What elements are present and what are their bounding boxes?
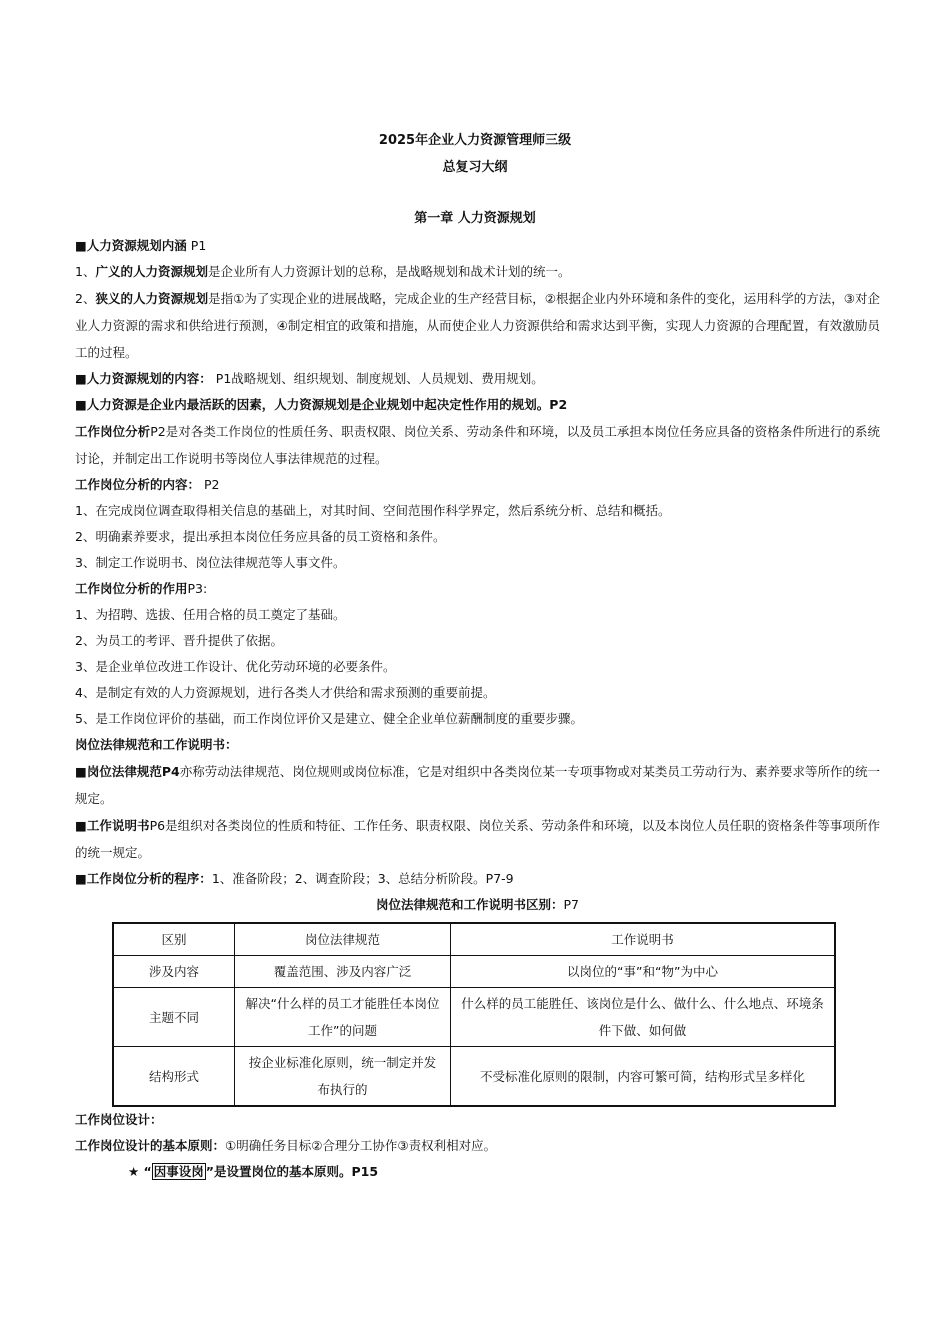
list-item: 1、为招聘、选拔、任用合格的员工奠定了基础。: [75, 607, 346, 622]
section-heading: [75, 233, 880, 259]
paragraph: [75, 259, 880, 285]
caption-text: 岗位法律规范和工作说明书区别：: [375, 897, 564, 912]
item-number: 1、: [75, 264, 96, 279]
star-icon: ★ “: [128, 1164, 152, 1179]
list-item: 3、制定工作说明书、岗位法律规范等人事文件。: [75, 555, 346, 570]
section-heading: [75, 472, 880, 498]
list-item: 2、明确素养要求，提出承担本岗位任务应具备的员工资格和条件。: [75, 529, 446, 544]
list-item: 5、是工作岗位评价的基础，而工作岗位评价又是建立、健全企业单位薪酬制度的重要步骤。: [75, 711, 583, 726]
page-ref: P3:: [187, 581, 208, 596]
term: ■人力资源规划的内容：: [75, 371, 212, 386]
key-principle: [75, 1159, 880, 1185]
principle-text: ”是设置岗位的基本原则。P15: [205, 1164, 379, 1179]
table-cell: 涉及内容: [113, 956, 235, 988]
definition: 是指①为了实现企业的进展战略，完成企业的生产经营目标，②根据企业内外环境和条件的变化，运用科学的方法，③对企业人力资源的需求和供给进行预测，④制定相宜的政策和措施，从而使企业人力资源供给和需求达到平衡，实现人力资源的合理配置，有效激励员工的过程。: [75, 291, 880, 360]
table-cell: 主题不同: [113, 988, 235, 1047]
heading-text: 工作岗位分析的作用: [75, 581, 188, 596]
list-item: 2、为员工的考评、晋升提供了依据。: [75, 633, 283, 648]
list-item: 4、是制定有效的人力资源规划，进行各类人才供给和需求预测的重要前提。: [75, 685, 496, 700]
table-cell: 以岗位的“事”和“物”为中心: [451, 956, 836, 988]
term: 狭义的人力资源规划: [95, 291, 209, 306]
heading-text: 工作岗位分析的内容：: [75, 477, 201, 492]
table-cell: 覆盖范围、涉及内容广泛: [235, 956, 451, 988]
comparison-table: [112, 922, 836, 1107]
table-header-cell: 工作说明书: [451, 923, 836, 956]
term: 工作岗位分析: [75, 424, 151, 439]
table-cell: 结构形式: [113, 1047, 235, 1107]
document-subtitle: 总复习大纲: [442, 160, 508, 175]
term: ■工作说明书: [75, 818, 150, 833]
chapter-heading: 第一章 人力资源规划: [414, 211, 536, 226]
paragraph: [75, 866, 880, 892]
section-heading: [75, 576, 880, 602]
table-row: [113, 956, 835, 988]
page-ref: P1: [186, 238, 207, 253]
definition: P6是组织对各类岗位的性质和特征、工作任务、职责权限、岗位关系、劳动条件和环境，以及本岗位人员任职的资格条件等事项所作的统一规定。: [75, 818, 881, 860]
table-cell: 解决“什么样的员工才能胜任本岗位工作”的问题: [235, 988, 451, 1047]
definition: P2是对各类工作岗位的性质任务、职责权限、岗位关系、劳动条件和环境，以及员工承担本岗位任务应具备的资格条件所进行的系统讨论，并制定出工作说明书等岗位人事法律规范的过程。: [75, 424, 880, 466]
table-header-cell: 区别: [113, 923, 235, 956]
table-row: [113, 988, 835, 1047]
paragraph: [75, 418, 880, 472]
term: ■工作岗位分析的程序：: [75, 871, 212, 886]
table-row: [113, 1047, 835, 1107]
section-heading: 工作岗位设计：: [75, 1112, 163, 1127]
definition: ①明确任务目标②合理分工协作③责权利相对应。: [225, 1138, 497, 1153]
heading-text: ■人力资源规划内涵: [75, 238, 187, 253]
boxed-term: 因事设岗: [153, 1164, 204, 1179]
paragraph: [75, 812, 880, 866]
paragraph: [75, 1133, 880, 1159]
table-header-row: [113, 923, 835, 956]
paragraph: [75, 285, 880, 366]
document-title: 2025年企业人力资源管理师三级: [378, 133, 572, 148]
table-header-cell: 岗位法律规范: [235, 923, 451, 956]
definition: 亦称劳动法律规范、岗位规则或岗位标准，它是对组织中各类岗位某一专项事物或对某类员工劳动行为、素养要求等所作的统一规定。: [75, 764, 880, 806]
definition: P1战略规划、组织规划、制度规划、人员规划、费用规划。: [211, 371, 544, 386]
term: ■岗位法律规范P4: [75, 764, 180, 779]
section-heading: 岗位法律规范和工作说明书：: [75, 737, 238, 752]
paragraph: [75, 366, 880, 392]
table-cell: 不受标准化原则的限制，内容可繁可简，结构形式呈多样化: [451, 1047, 836, 1107]
term: 广义的人力资源规划: [95, 264, 208, 279]
page-ref: P2: [200, 477, 220, 492]
item-number: 2、: [75, 291, 96, 306]
table-cell: 按企业标准化原则，统一制定并发布执行的: [235, 1047, 451, 1107]
list-item: 3、是企业单位改进工作设计、优化劳动环境的必要条件。: [75, 659, 396, 674]
table-caption: [75, 892, 880, 918]
term: 工作岗位设计的基本原则：: [75, 1138, 226, 1153]
definition: 1、准备阶段；2、调查阶段；3、总结分析阶段。P7-9: [211, 871, 514, 886]
definition: 是企业所有人力资源计划的总称，是战略规划和战术计划的统一。: [207, 264, 571, 279]
table-cell: 什么样的员工能胜任、该岗位是什么、做什么、什么地点、环境条件下做、如何做: [451, 988, 836, 1047]
paragraph: [75, 758, 880, 812]
list-item: 1、在完成岗位调查取得相关信息的基础上，对其时间、空间范围作科学界定，然后系统分析、总结和概括。: [75, 503, 671, 518]
page-ref: P7: [563, 897, 579, 912]
document-body: [75, 233, 880, 1185]
key-statement: ■人力资源是企业内最活跃的因素，人力资源规划是企业规划中起决定性作用的规划。P2: [75, 397, 568, 412]
